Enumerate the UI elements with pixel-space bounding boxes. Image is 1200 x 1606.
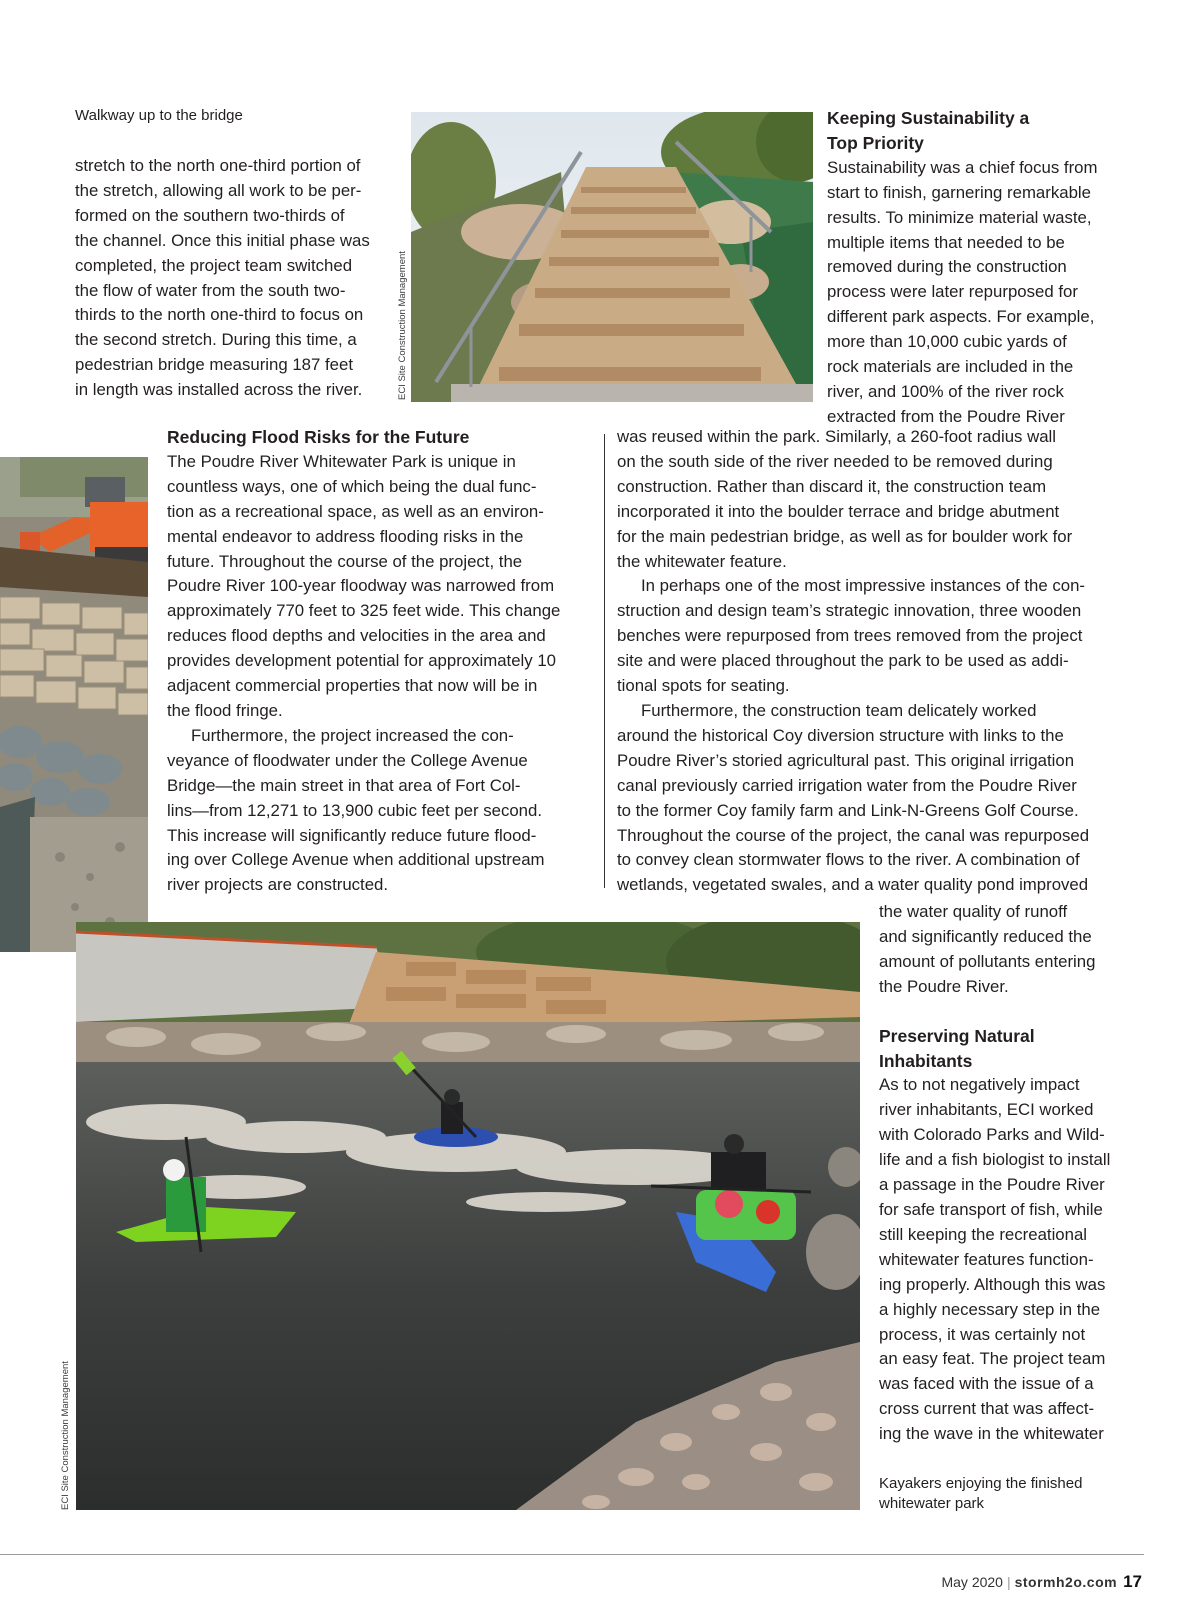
text-line: river, and 100% of the river rock <box>827 381 1064 401</box>
text-line: the whitewater feature. <box>617 551 787 571</box>
section-heading-flood: Reducing Flood Risks for the Future <box>167 427 470 447</box>
text-line: a passage in the Poudre River <box>879 1175 1105 1195</box>
kayak-river-photo <box>76 922 860 1510</box>
text-line: for safe transport of fish, while <box>879 1199 1103 1219</box>
text-line: countless ways, one of which being the dual func- <box>167 476 537 496</box>
text-line: more than 10,000 cubic yards of <box>827 332 1067 352</box>
text-line: process, it was certainly not <box>879 1324 1086 1344</box>
section-heading-inhabitants: Preserving Natural Inhabitants <box>879 1025 1035 1071</box>
text-line: canal previously carried irrigation water from the Poudre River <box>617 775 1077 795</box>
text-line: construction. Rather than discard it, the construction team <box>617 476 1047 496</box>
caption-walkway: Walkway up to the bridge <box>75 107 243 124</box>
sustainability-paragraph-2 <box>617 574 1137 699</box>
page-footer <box>941 1572 1142 1592</box>
text-line: multiple items that needed to be <box>827 232 1065 252</box>
flood-section <box>167 425 592 898</box>
text-line: rock materials are included in the <box>827 357 1074 377</box>
text-line: still keeping the recreational <box>879 1224 1088 1244</box>
text-line: start to finish, garnering remarkable <box>827 182 1091 202</box>
text-line: completed, the project team switched <box>75 255 353 275</box>
text-line: benches were repurposed from trees removed from the project <box>617 626 1083 646</box>
text-line: and significantly reduced the <box>879 926 1092 946</box>
text-line: a highly necessary step in the <box>879 1299 1101 1319</box>
text-line: incorporated it into the boulder terrace and bridge abutment <box>617 501 1060 521</box>
text-line: provides development potential for approximately 10 <box>167 651 556 671</box>
text-line: the channel. Once this initial phase was <box>75 230 370 250</box>
text-line: ing the wave in the whitewater <box>879 1424 1104 1444</box>
text-line: an easy feat. The project team <box>879 1349 1106 1369</box>
column-divider <box>604 434 605 888</box>
text-line: Furthermore, the project increased the con- <box>191 725 514 745</box>
text-line: river projects are constructed. <box>167 875 389 895</box>
text-line: amount of pollutants entering <box>879 951 1096 971</box>
text-line: the flood fringe. <box>167 700 283 720</box>
text-line: cross current that was affect- <box>879 1399 1095 1419</box>
flood-paragraph-1 <box>167 450 592 724</box>
text-line: results. To minimize material waste, <box>827 207 1092 227</box>
text-line: mental endeavor to address flooding risks in the <box>167 526 524 546</box>
footer-separator: | <box>1006 1574 1011 1590</box>
flood-paragraph-2 <box>167 724 592 898</box>
photo-credit-river: ECI Site Construction Management <box>60 1361 71 1510</box>
text-line: was reused within the park. Similarly, a 260-foot radius wall <box>617 427 1056 446</box>
text-line: reduces flood depths and velocities in the area and <box>167 626 546 646</box>
text-line: extracted from the Poudre River <box>827 406 1065 426</box>
text-line: thirds to the north one-third to focus on <box>75 305 364 325</box>
text-line: the flow of water from the south two- <box>75 280 346 300</box>
text-line: ing properly. Although this was <box>879 1274 1106 1294</box>
sustainability-section <box>827 106 1147 430</box>
text-line: the stretch, allowing all work to be per- <box>75 180 362 200</box>
caption-kayakers: Kayakers enjoying the finished whitewater park <box>879 1475 1083 1512</box>
text-line: tion as a recreational space, as well as an environ- <box>167 501 544 521</box>
text-line: future. Throughout the course of the project, the <box>167 551 523 571</box>
col1-top-text <box>75 154 395 403</box>
text-line: process were later repurposed for <box>827 282 1078 302</box>
text-line: river inhabitants, ECI worked <box>879 1100 1094 1120</box>
text-line: adjacent commercial properties that now will be in <box>167 676 538 696</box>
text-line: veyance of floodwater under the College Avenue <box>167 750 528 770</box>
text-line: for the main pedestrian bridge, as well as for boulder work for <box>617 526 1073 546</box>
text-line: to the former Coy family farm and Link-N-Greens Golf Course. <box>617 800 1079 820</box>
text-line: pedestrian bridge measuring 187 feet <box>75 355 354 375</box>
text-line: Sustainability was a chief focus from <box>827 157 1098 177</box>
sustainability-paragraph-3 <box>617 699 1137 898</box>
page-number: 17 <box>1123 1572 1142 1591</box>
text-line: struction and design team’s strategic innovation, three wooden <box>617 601 1082 621</box>
text-line: different park aspects. For example, <box>827 307 1095 327</box>
section-heading-sustainability: Keeping Sustainability a Top Priority <box>827 108 1030 153</box>
text-line: formed on the southern two-thirds of <box>75 205 345 225</box>
footer-date: May 2020 <box>941 1574 1003 1590</box>
text-line: tional spots for seating. <box>617 676 790 696</box>
inhabitants-section <box>879 900 1149 1447</box>
text-line: lins—from 12,271 to 13,900 cubic feet per second. <box>167 800 543 820</box>
footer-rule <box>0 1554 1144 1555</box>
photo-credit-stairs: ECI Site Construction Management <box>397 251 408 400</box>
sustainability-paragraph-1 <box>617 425 1137 574</box>
stairs-photo <box>411 112 813 402</box>
text-line: the water quality of runoff <box>879 902 1068 921</box>
text-line: ing over College Avenue when additional upstream <box>167 850 545 870</box>
sustainability-continued <box>617 425 1137 898</box>
inhabitants-text <box>879 1073 1149 1447</box>
footer-site-link[interactable]: stormh2o.com <box>1014 1574 1118 1590</box>
text-line: removed during the construction <box>827 257 1067 277</box>
text-line: The Poudre River Whitewater Park is unique in <box>167 451 516 471</box>
text-line: In perhaps one of the most impressive instances of the con- <box>641 576 1086 596</box>
text-line: Poudre River 100-year floodway was narrowed from <box>167 576 555 596</box>
text-line: was faced with the issue of a <box>879 1374 1094 1394</box>
text-line: As to not negatively impact <box>879 1075 1080 1095</box>
text-line: in length was installed across the river. <box>75 380 363 400</box>
text-line: with Colorado Parks and Wild- <box>879 1125 1105 1145</box>
text-line: This increase will significantly reduce future flood- <box>167 825 537 845</box>
text-line: Furthermore, the construction team delicately worked <box>641 700 1037 720</box>
sustainability-text <box>827 156 1147 430</box>
text-line: wetlands, vegetated swales, and a water quality pond improved <box>617 875 1089 895</box>
text-line: Throughout the course of the project, the canal was repurposed <box>617 825 1090 845</box>
text-line: on the south side of the river needed to be removed during <box>617 451 1053 471</box>
text-line: site and were placed throughout the park to be used as addi- <box>617 651 1069 671</box>
text-line: stretch to the north one-third portion of <box>75 156 361 175</box>
text-line: around the historical Coy diversion structure with links to the <box>617 725 1064 745</box>
text-line: to convey clean stormwater flows to the river. A combination of <box>617 850 1080 870</box>
text-line: life and a fish biologist to install <box>879 1150 1111 1170</box>
text-line: the Poudre River. <box>879 976 1009 996</box>
text-line: Bridge—the main street in that area of Fort Col- <box>167 775 521 795</box>
text-line: approximately 770 feet to 325 feet wide. This change <box>167 601 561 621</box>
water-quality-continued <box>879 900 1149 1000</box>
text-line: whitewater features function- <box>879 1249 1094 1269</box>
text-line: the second stretch. During this time, a <box>75 330 357 350</box>
text-line: Poudre River’s storied agricultural past. This original irrigation <box>617 750 1075 770</box>
construction-photo <box>0 457 148 952</box>
